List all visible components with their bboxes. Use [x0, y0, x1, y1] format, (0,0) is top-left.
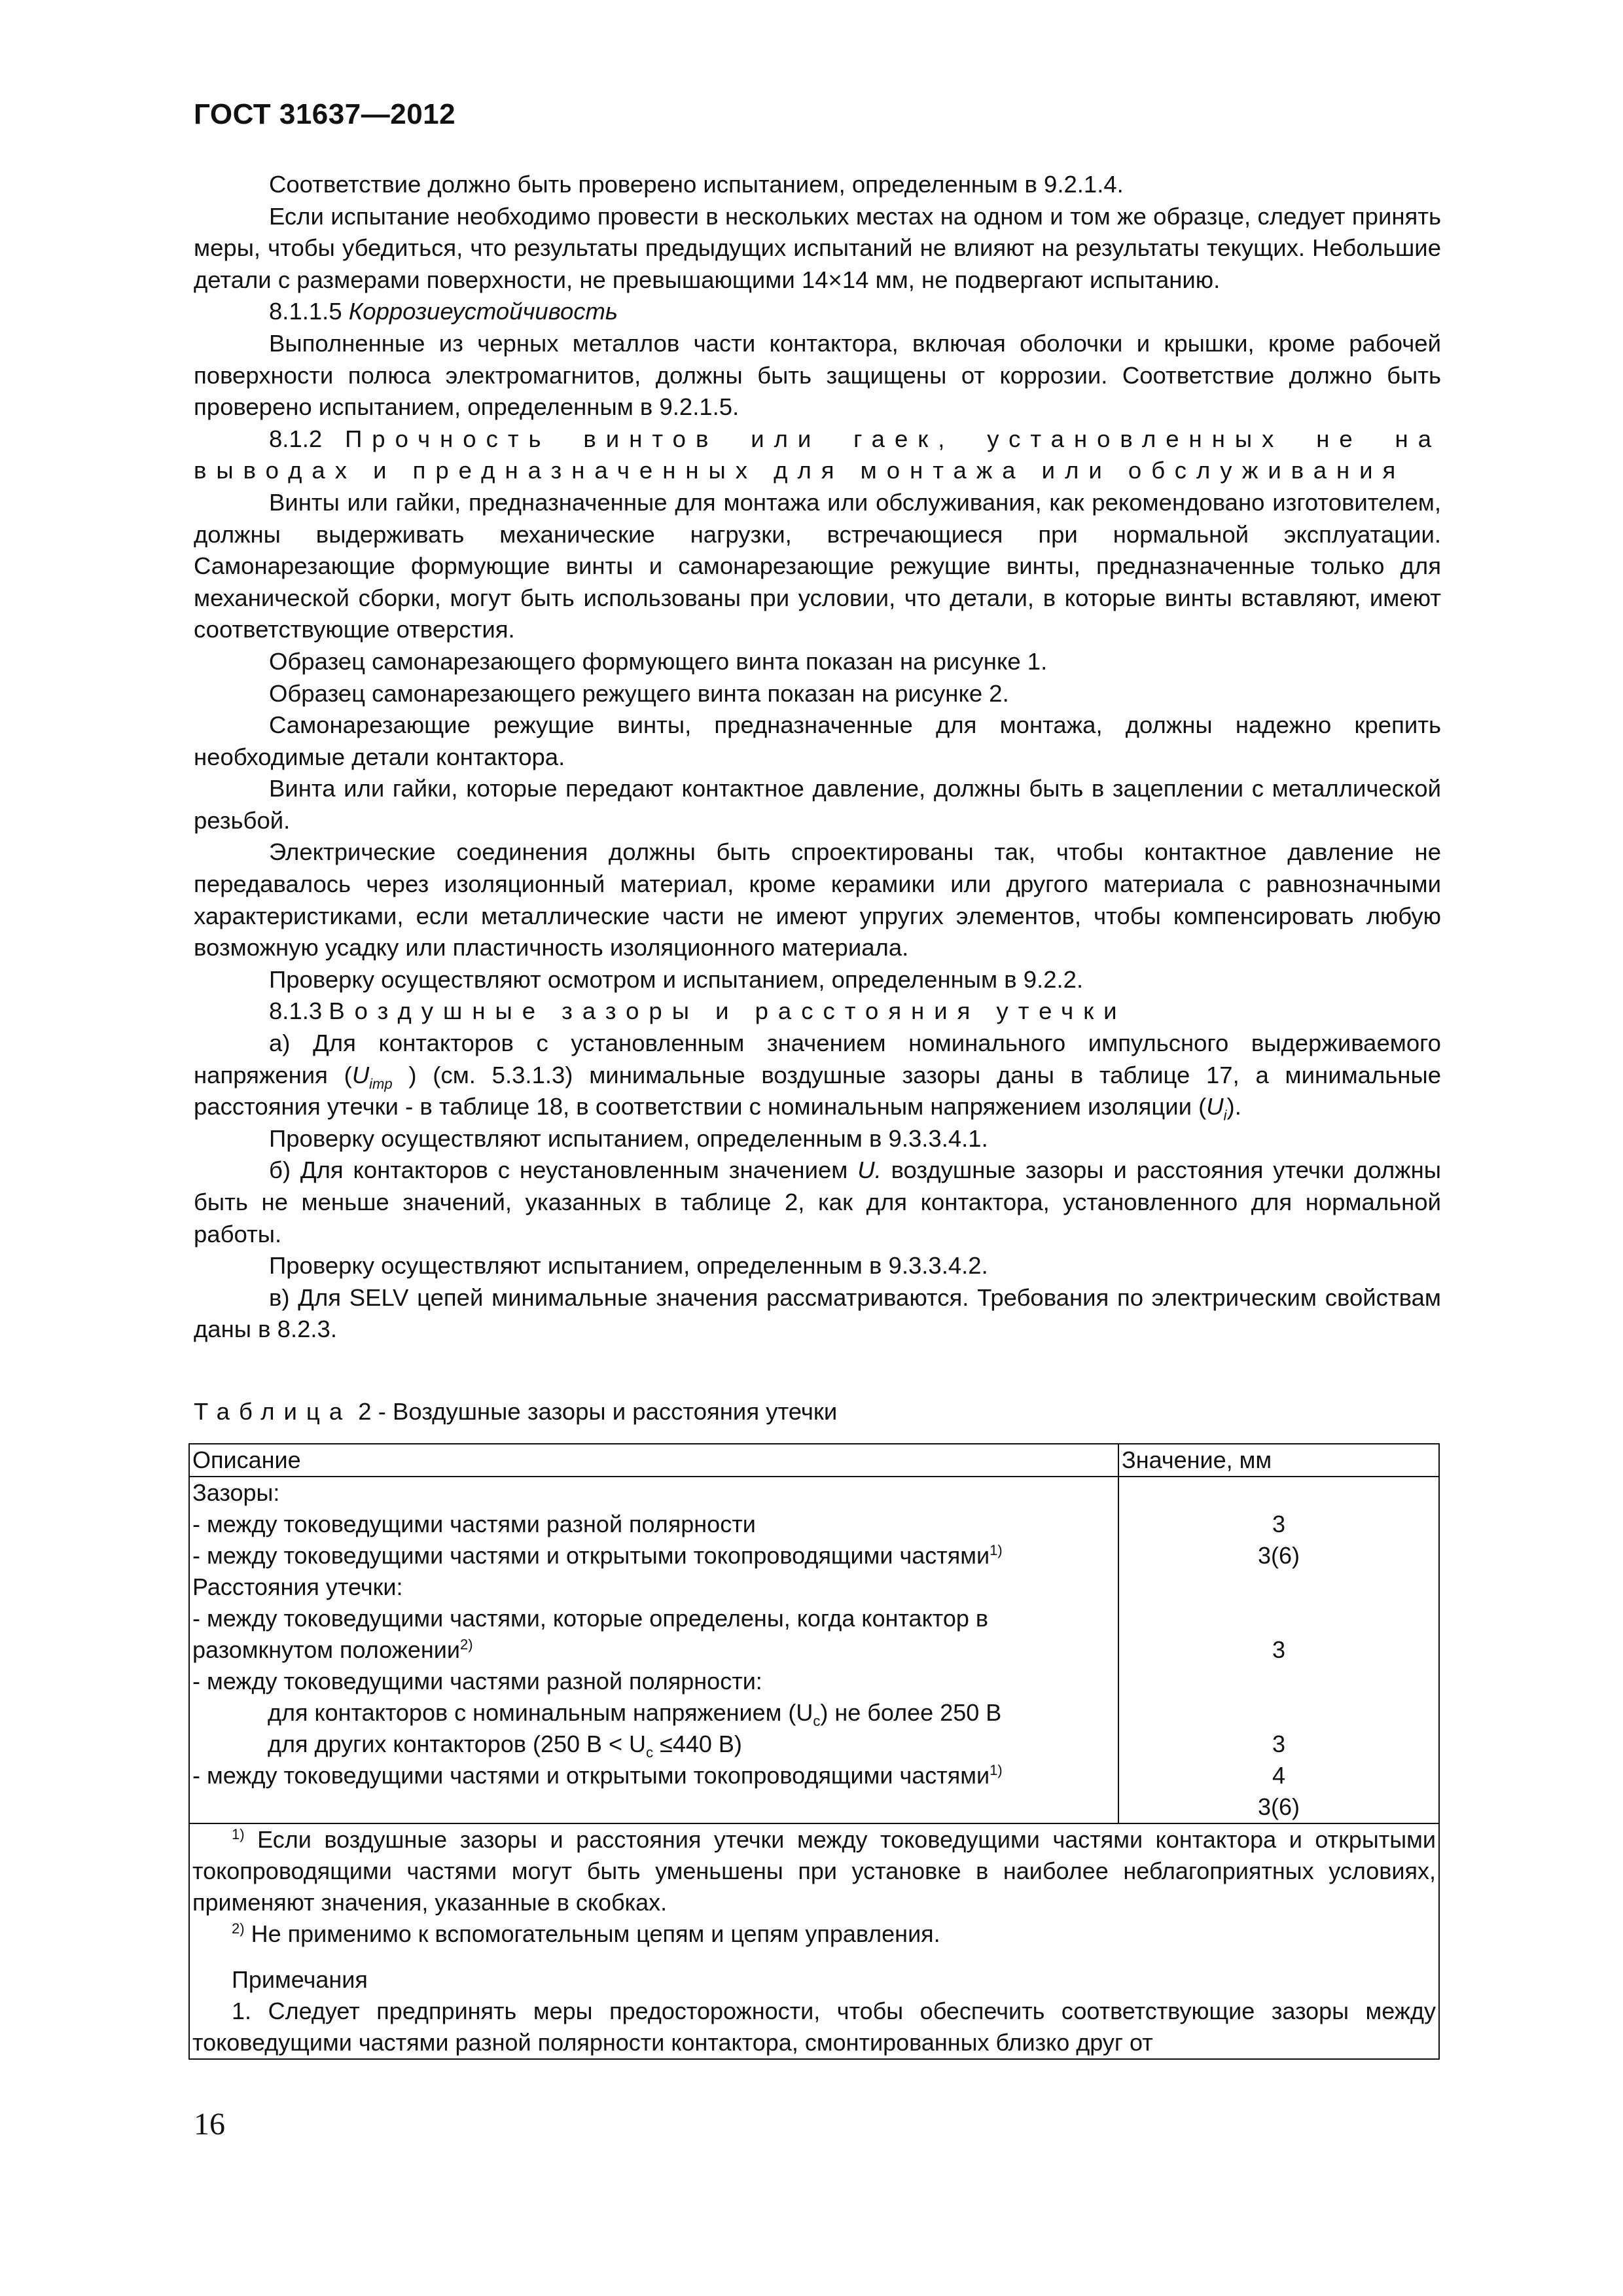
table-footnotes-row — [189, 1823, 1439, 2059]
footnote-2: $^{2)}$ Не применимо к вспомогательным цепям и цепям управления. — [232, 1920, 940, 1947]
caption-number: 2 — [351, 1398, 372, 1425]
paragraph — [194, 1028, 1441, 1123]
paragraph: Образец самонарезающего формующего винта показан на рисунке 1. — [269, 647, 1048, 675]
caption-label: Таблица — [194, 1398, 352, 1425]
row-label: - между токоведущими частями разной полярности — [192, 1511, 756, 1537]
paragraph: Образец самонарезающего режущего винта показан на рисунке 2. — [269, 679, 1009, 707]
paragraph: в) Для SELV цепей минимальные значения рассматриваются. Требования по электрическим свойствам даны в 8.2.3. — [194, 1283, 1441, 1343]
header-description: Описание — [189, 1444, 1118, 1477]
paragraph: Проверку осуществляют осмотром и испытанием, определенным в 9.2.2. — [269, 965, 1084, 993]
section-number: 8.1.1.5 — [269, 298, 349, 325]
row-label: - между токоведущими частями разной полярности: — [192, 1668, 762, 1695]
section-number: 8.1.3 — [269, 997, 329, 1025]
text: б) Для контакторов с неустановленным значением — [269, 1157, 858, 1184]
symbol: U. — [857, 1157, 882, 1184]
section-number: 8.1.2 — [269, 425, 346, 452]
section-heading-8-1-1-5 — [194, 296, 1441, 328]
paragraph: Винты или гайки, предназначенные для монтажа или обслуживания, как рекомендовано изготовителем, должны выдерживать механические нагрузки, встречающиеся при нормальной эксплуатации. Самонарезающие формующие винты и самонарезающие режущие винты, предназначенные только для механической сборки, могут быть использованы при условии, что детали, в которые винты вставляют, имеют соответствующие отверстия. — [194, 488, 1441, 643]
table-row — [189, 1477, 1439, 1823]
table-header-row — [189, 1444, 1439, 1477]
symbol: $U_i$ — [1206, 1093, 1227, 1124]
row-value: 3 — [1272, 1636, 1286, 1663]
paragraph: Винта или гайки, которые передают контактное давление, должны быть в зацеплении с металлической резьбой. — [194, 775, 1441, 834]
paragraph: Самонарезающие режущие винты, предназначенные для монтажа, должны надежно крепить необходимые детали контактора. — [194, 711, 1441, 770]
row-value: 3 — [1272, 1731, 1286, 1757]
paragraph: Выполненные из черных металлов части контактора, включая оболочки и крышки, кроме рабочей поверхности полюса электромагнитов, должны быть защищены от коррозии. Соответствие должно быть проверено испытанием, определенным в 9.2.1.5. — [194, 329, 1441, 421]
row-label: для контакторов с номинальным напряжением $(U_c)$ не более 250 В — [268, 1699, 1002, 1730]
text: ) (см. 5.3.1.3) минимальные воздушные зазоры даны в таблице 17, а минимальные расстояния утечки - в таблице 18, в соответствии с номинальным напряжением изоляции ( — [194, 1061, 1441, 1121]
footnote-1: $^{1)}$ Если воздушные зазоры и расстояния утечки между токоведущими частями контактора и открытыми токопроводящими частями могут быть уменьшены при установке в наиболее неблагоприятных условиях, применяют значения, указанные в скобках. — [192, 1826, 1436, 1916]
table-caption — [194, 1396, 837, 1427]
paragraph: Проверку осуществляют испытанием, определенным в 9.3.3.4.1. — [269, 1124, 988, 1152]
row-value: 3 — [1272, 1511, 1286, 1537]
row-label: - между токоведущими частями и открытыми токопроводящими частями$^{1)}$ — [192, 1762, 1003, 1789]
clearance-table — [188, 1443, 1440, 2060]
text: воздушные зазоры и расстояния утечки должны быть не меньше значений, указанных в таблице 2, как для контактора, установленного для нормальной работы. — [194, 1157, 1441, 1247]
row-value: 4 — [1272, 1762, 1286, 1789]
section-title: Прочность винтов или гаек, установленных не на выводах и предназначенных для монтажа или обслуживания — [194, 425, 1442, 484]
caption-title: - Воздушные зазоры и расстояния утечки — [371, 1398, 838, 1425]
paragraph: Проверку осуществляют испытанием, определенным в 9.3.3.4.2. — [269, 1252, 988, 1280]
symbol: $U_{imp}$ — [351, 1061, 393, 1092]
text: а) Для контакторов с установленным значением номинального импульсного выдерживаемого напряжения ( — [194, 1030, 1441, 1088]
body-text — [194, 169, 1441, 1346]
paragraph: Соответствие должно быть проверено испытанием, определенным в 9.2.1.4. — [269, 171, 1124, 198]
row-label: для других контакторов (250 $В < U_c \le 440$ В) — [268, 1731, 742, 1761]
row-label: Зазоры: — [192, 1479, 280, 1506]
note-1: 1. Следует предпринять меры предосторожности, чтобы обеспечить соответствующие зазоры между токоведущими частями разной полярности контактора, смонтированных близко друг от — [192, 1998, 1436, 2056]
row-value: 3(6) — [1257, 1793, 1300, 1820]
section-title: Воздушные зазоры и расстояния утечки — [329, 997, 1127, 1025]
paragraph — [194, 1155, 1441, 1250]
paragraph: Если испытание необходимо провести в нескольких местах на одном и том же образце, следует принять меры, чтобы убедиться, что результаты предыдущих испытаний не влияют на результаты текущих. Небольшие детали с размерами поверхности, не превышающими 14×14 мм, не подвергают испытанию. — [194, 202, 1441, 293]
paragraph: Электрические соединения должны быть спроектированы так, чтобы контактное давление не передавалось через изоляционный материал, кроме керамики или другого материала с равнозначными характеристиками, если металлические части не имеют упругих элементов, чтобы компенсировать любую возможную усадку или пластичность изоляционного материала. — [194, 838, 1441, 961]
header-value: Значение, мм — [1118, 1444, 1439, 1477]
section-heading-8-1-2 — [194, 423, 1441, 487]
section-title: Коррозиеустойчивость — [348, 298, 618, 325]
row-label: - между токоведущими частями и открытыми токопроводящими частями$^{1)}$ — [192, 1542, 1003, 1569]
row-label: Расстояния утечки: — [192, 1573, 403, 1600]
notes-heading: Примечания — [232, 1966, 368, 1993]
row-value: 3(6) — [1257, 1542, 1300, 1569]
row-label: - между токоведущими частями, которые определены, когда контактор в разомкнутом положении$^{2)}$ — [192, 1605, 988, 1663]
document-header: ГОСТ 31637—2012 — [194, 98, 456, 130]
text: ). — [1226, 1093, 1241, 1121]
page-number: 16 — [194, 2107, 225, 2142]
section-heading-8-1-3 — [194, 996, 1441, 1028]
